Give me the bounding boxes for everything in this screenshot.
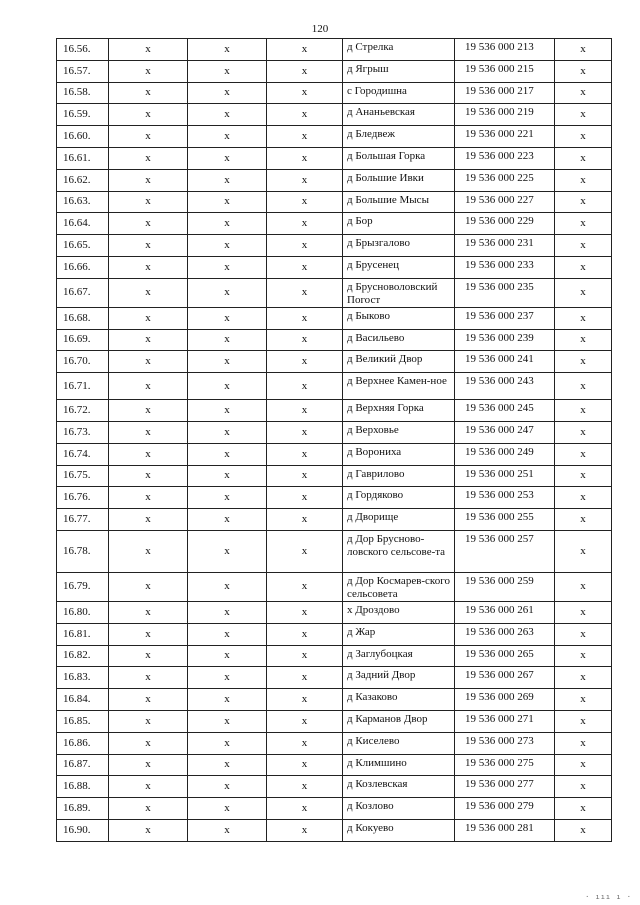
settlement-name-cell: д Жар	[343, 623, 455, 645]
settlement-name-cell: д Верховье	[343, 421, 455, 443]
table-row	[57, 509, 612, 531]
row-number-cell: 16.86.	[57, 732, 109, 754]
table-row	[57, 278, 612, 307]
mark-cell-1: х	[109, 819, 188, 841]
oktmo-code-cell: 19 536 000 259	[455, 572, 555, 601]
mark-cell-2: х	[188, 351, 267, 373]
mark-cell-1: х	[109, 351, 188, 373]
settlement-name-cell: д Ананьевская	[343, 104, 455, 126]
mark-cell-4: х	[555, 307, 612, 329]
table-body	[57, 39, 612, 842]
mark-cell-3: х	[267, 60, 343, 82]
table-row	[57, 307, 612, 329]
settlement-name-cell: д Ягрыш	[343, 60, 455, 82]
mark-cell-1: х	[109, 329, 188, 351]
mark-cell-1: х	[109, 126, 188, 148]
row-number-cell: 16.76.	[57, 487, 109, 509]
oktmo-code-cell: 19 536 000 233	[455, 256, 555, 278]
mark-cell-1: х	[109, 443, 188, 465]
oktmo-code-cell: 19 536 000 273	[455, 732, 555, 754]
mark-cell-3: х	[267, 82, 343, 104]
mark-cell-2: х	[188, 235, 267, 257]
mark-cell-1: х	[109, 307, 188, 329]
mark-cell-3: х	[267, 278, 343, 307]
oktmo-code-cell: 19 536 000 279	[455, 798, 555, 820]
table-row	[57, 667, 612, 689]
row-number-cell: 16.65.	[57, 235, 109, 257]
mark-cell-1: х	[109, 530, 188, 572]
table-row	[57, 421, 612, 443]
table-row	[57, 256, 612, 278]
settlement-name-cell: д Заглубоцкая	[343, 645, 455, 667]
row-number-cell: 16.90.	[57, 819, 109, 841]
mark-cell-2: х	[188, 689, 267, 711]
mark-cell-4: х	[555, 213, 612, 235]
table-row	[57, 82, 612, 104]
oktmo-code-cell: 19 536 000 255	[455, 509, 555, 531]
oktmo-code-cell: 19 536 000 213	[455, 39, 555, 61]
mark-cell-2: х	[188, 530, 267, 572]
mark-cell-4: х	[555, 373, 612, 400]
oktmo-code-cell: 19 536 000 261	[455, 601, 555, 623]
oktmo-code-cell: 19 536 000 277	[455, 776, 555, 798]
oktmo-code-cell: 19 536 000 247	[455, 421, 555, 443]
mark-cell-1: х	[109, 465, 188, 487]
mark-cell-2: х	[188, 623, 267, 645]
row-number-cell: 16.58.	[57, 82, 109, 104]
table-row	[57, 126, 612, 148]
mark-cell-4: х	[555, 421, 612, 443]
mark-cell-1: х	[109, 487, 188, 509]
mark-cell-4: х	[555, 754, 612, 776]
mark-cell-2: х	[188, 465, 267, 487]
row-number-cell: 16.72.	[57, 400, 109, 422]
settlement-name-cell: д Стрелка	[343, 39, 455, 61]
mark-cell-1: х	[109, 169, 188, 191]
mark-cell-3: х	[267, 351, 343, 373]
table-row	[57, 104, 612, 126]
mark-cell-3: х	[267, 487, 343, 509]
mark-cell-2: х	[188, 509, 267, 531]
row-number-cell: 16.85.	[57, 710, 109, 732]
oktmo-code-cell: 19 536 000 281	[455, 819, 555, 841]
settlement-name-cell: д Бруснoволовский Погост	[343, 278, 455, 307]
settlement-name-cell: д Дворище	[343, 509, 455, 531]
mark-cell-3: х	[267, 645, 343, 667]
mark-cell-2: х	[188, 732, 267, 754]
row-number-cell: 16.78.	[57, 530, 109, 572]
mark-cell-4: х	[555, 798, 612, 820]
mark-cell-2: х	[188, 147, 267, 169]
mark-cell-3: х	[267, 169, 343, 191]
mark-cell-3: х	[267, 104, 343, 126]
mark-cell-4: х	[555, 39, 612, 61]
mark-cell-1: х	[109, 256, 188, 278]
oktmo-code-cell: 19 536 000 227	[455, 191, 555, 213]
oktmo-code-cell: 19 536 000 253	[455, 487, 555, 509]
mark-cell-3: х	[267, 776, 343, 798]
mark-cell-4: х	[555, 400, 612, 422]
settlement-name-cell: д Козлевская	[343, 776, 455, 798]
mark-cell-2: х	[188, 443, 267, 465]
oktmo-code-cell: 19 536 000 219	[455, 104, 555, 126]
row-number-cell: 16.87.	[57, 754, 109, 776]
mark-cell-3: х	[267, 798, 343, 820]
table-row	[57, 572, 612, 601]
scan-marks: · ııı ı ·	[585, 893, 632, 901]
mark-cell-4: х	[555, 689, 612, 711]
mark-cell-4: х	[555, 530, 612, 572]
mark-cell-2: х	[188, 421, 267, 443]
table-row	[57, 710, 612, 732]
mark-cell-1: х	[109, 147, 188, 169]
oktmo-code-cell: 19 536 000 231	[455, 235, 555, 257]
row-number-cell: 16.68.	[57, 307, 109, 329]
mark-cell-1: х	[109, 601, 188, 623]
mark-cell-2: х	[188, 278, 267, 307]
mark-cell-4: х	[555, 256, 612, 278]
settlement-name-cell: д Брызгалово	[343, 235, 455, 257]
row-number-cell: 16.66.	[57, 256, 109, 278]
row-number-cell: 16.83.	[57, 667, 109, 689]
mark-cell-2: х	[188, 798, 267, 820]
table-row	[57, 147, 612, 169]
oktmo-code-cell: 19 536 000 257	[455, 530, 555, 572]
table-row	[57, 601, 612, 623]
settlement-name-cell: д Верхнее Камен-ное	[343, 373, 455, 400]
mark-cell-3: х	[267, 572, 343, 601]
settlement-name-cell: д Карманов Двор	[343, 710, 455, 732]
row-number-cell: 16.73.	[57, 421, 109, 443]
mark-cell-4: х	[555, 487, 612, 509]
mark-cell-4: х	[555, 645, 612, 667]
oktmo-code-cell: 19 536 000 235	[455, 278, 555, 307]
mark-cell-1: х	[109, 623, 188, 645]
mark-cell-4: х	[555, 235, 612, 257]
settlement-name-cell: д Киселево	[343, 732, 455, 754]
row-number-cell: 16.88.	[57, 776, 109, 798]
oktmo-code-cell: 19 536 000 243	[455, 373, 555, 400]
oktmo-code-cell: 19 536 000 237	[455, 307, 555, 329]
mark-cell-1: х	[109, 400, 188, 422]
mark-cell-3: х	[267, 710, 343, 732]
mark-cell-2: х	[188, 572, 267, 601]
mark-cell-1: х	[109, 373, 188, 400]
settlement-name-cell: д Кокуево	[343, 819, 455, 841]
settlement-name-cell: д Задний Двор	[343, 667, 455, 689]
settlement-name-cell: д Дор Космарев-ского сельсовета	[343, 572, 455, 601]
row-number-cell: 16.60.	[57, 126, 109, 148]
row-number-cell: 16.82.	[57, 645, 109, 667]
table-row	[57, 60, 612, 82]
mark-cell-3: х	[267, 191, 343, 213]
mark-cell-2: х	[188, 601, 267, 623]
settlement-name-cell: д Великий Двор	[343, 351, 455, 373]
mark-cell-3: х	[267, 307, 343, 329]
table-row	[57, 623, 612, 645]
settlement-name-cell: д Васильево	[343, 329, 455, 351]
mark-cell-2: х	[188, 819, 267, 841]
row-number-cell: 16.64.	[57, 213, 109, 235]
table-row	[57, 191, 612, 213]
settlement-name-cell: д Бледвеж	[343, 126, 455, 148]
settlement-name-cell: д Ворониха	[343, 443, 455, 465]
row-number-cell: 16.59.	[57, 104, 109, 126]
mark-cell-4: х	[555, 329, 612, 351]
mark-cell-1: х	[109, 82, 188, 104]
mark-cell-4: х	[555, 169, 612, 191]
mark-cell-4: х	[555, 443, 612, 465]
oktmo-code-cell: 19 536 000 229	[455, 213, 555, 235]
settlement-name-cell: д Гордяково	[343, 487, 455, 509]
mark-cell-3: х	[267, 732, 343, 754]
settlement-name-cell: д Климшино	[343, 754, 455, 776]
row-number-cell: 16.71.	[57, 373, 109, 400]
row-number-cell: 16.81.	[57, 623, 109, 645]
mark-cell-4: х	[555, 82, 612, 104]
mark-cell-3: х	[267, 509, 343, 531]
settlement-name-cell: д Козлово	[343, 798, 455, 820]
mark-cell-3: х	[267, 443, 343, 465]
mark-cell-2: х	[188, 776, 267, 798]
table-row	[57, 754, 612, 776]
mark-cell-4: х	[555, 572, 612, 601]
mark-cell-4: х	[555, 126, 612, 148]
mark-cell-1: х	[109, 60, 188, 82]
table-row	[57, 487, 612, 509]
mark-cell-3: х	[267, 39, 343, 61]
mark-cell-4: х	[555, 732, 612, 754]
mark-cell-4: х	[555, 351, 612, 373]
row-number-cell: 16.56.	[57, 39, 109, 61]
mark-cell-1: х	[109, 235, 188, 257]
row-number-cell: 16.67.	[57, 278, 109, 307]
mark-cell-3: х	[267, 213, 343, 235]
mark-cell-2: х	[188, 754, 267, 776]
oktmo-code-cell: 19 536 000 221	[455, 126, 555, 148]
oktmo-code-cell: 19 536 000 225	[455, 169, 555, 191]
oktmo-code-cell: 19 536 000 271	[455, 710, 555, 732]
mark-cell-2: х	[188, 191, 267, 213]
mark-cell-2: х	[188, 39, 267, 61]
mark-cell-3: х	[267, 256, 343, 278]
row-number-cell: 16.69.	[57, 329, 109, 351]
mark-cell-2: х	[188, 60, 267, 82]
row-number-cell: 16.57.	[57, 60, 109, 82]
mark-cell-1: х	[109, 39, 188, 61]
oktmo-code-cell: 19 536 000 251	[455, 465, 555, 487]
mark-cell-1: х	[109, 213, 188, 235]
mark-cell-1: х	[109, 732, 188, 754]
table-row	[57, 39, 612, 61]
settlement-name-cell: д Гаврилово	[343, 465, 455, 487]
mark-cell-2: х	[188, 213, 267, 235]
oktmo-code-cell: 19 536 000 245	[455, 400, 555, 422]
table-row	[57, 213, 612, 235]
mark-cell-2: х	[188, 329, 267, 351]
oktmo-code-cell: 19 536 000 275	[455, 754, 555, 776]
settlement-name-cell: д Большие Мысы	[343, 191, 455, 213]
mark-cell-1: х	[109, 421, 188, 443]
settlement-name-cell: х Дроздово	[343, 601, 455, 623]
mark-cell-3: х	[267, 373, 343, 400]
mark-cell-1: х	[109, 689, 188, 711]
oktmo-code-cell: 19 536 000 267	[455, 667, 555, 689]
settlement-name-cell: д Большая Горка	[343, 147, 455, 169]
mark-cell-2: х	[188, 169, 267, 191]
mark-cell-4: х	[555, 60, 612, 82]
mark-cell-4: х	[555, 509, 612, 531]
oktmo-code-cell: 19 536 000 249	[455, 443, 555, 465]
table-row	[57, 443, 612, 465]
row-number-cell: 16.63.	[57, 191, 109, 213]
mark-cell-3: х	[267, 689, 343, 711]
mark-cell-2: х	[188, 104, 267, 126]
mark-cell-3: х	[267, 126, 343, 148]
mark-cell-1: х	[109, 572, 188, 601]
table-row	[57, 798, 612, 820]
mark-cell-2: х	[188, 710, 267, 732]
mark-cell-3: х	[267, 421, 343, 443]
mark-cell-3: х	[267, 819, 343, 841]
mark-cell-4: х	[555, 623, 612, 645]
table-row	[57, 373, 612, 400]
mark-cell-3: х	[267, 754, 343, 776]
mark-cell-3: х	[267, 329, 343, 351]
mark-cell-3: х	[267, 147, 343, 169]
row-number-cell: 16.77.	[57, 509, 109, 531]
row-number-cell: 16.89.	[57, 798, 109, 820]
mark-cell-2: х	[188, 82, 267, 104]
mark-cell-4: х	[555, 465, 612, 487]
oktmo-code-cell: 19 536 000 269	[455, 689, 555, 711]
table-row	[57, 689, 612, 711]
table-row	[57, 400, 612, 422]
mark-cell-2: х	[188, 645, 267, 667]
settlements-table	[56, 38, 612, 842]
mark-cell-1: х	[109, 776, 188, 798]
table-row	[57, 351, 612, 373]
page-number: 120	[311, 23, 329, 35]
mark-cell-3: х	[267, 667, 343, 689]
mark-cell-2: х	[188, 667, 267, 689]
table-row	[57, 465, 612, 487]
table-row	[57, 235, 612, 257]
oktmo-code-cell: 19 536 000 265	[455, 645, 555, 667]
table-row	[57, 732, 612, 754]
table-row	[57, 645, 612, 667]
settlement-name-cell: д Дор Брусново-ловского сельсове-та	[343, 530, 455, 572]
table-row	[57, 776, 612, 798]
mark-cell-1: х	[109, 191, 188, 213]
mark-cell-1: х	[109, 509, 188, 531]
mark-cell-2: х	[188, 307, 267, 329]
mark-cell-1: х	[109, 645, 188, 667]
mark-cell-4: х	[555, 147, 612, 169]
settlement-name-cell: д Большие Ивки	[343, 169, 455, 191]
mark-cell-3: х	[267, 235, 343, 257]
mark-cell-1: х	[109, 667, 188, 689]
mark-cell-2: х	[188, 256, 267, 278]
row-number-cell: 16.61.	[57, 147, 109, 169]
settlement-name-cell: д Верхняя Горка	[343, 400, 455, 422]
mark-cell-4: х	[555, 776, 612, 798]
mark-cell-4: х	[555, 104, 612, 126]
mark-cell-4: х	[555, 819, 612, 841]
mark-cell-3: х	[267, 530, 343, 572]
mark-cell-1: х	[109, 754, 188, 776]
row-number-cell: 16.80.	[57, 601, 109, 623]
oktmo-code-cell: 19 536 000 263	[455, 623, 555, 645]
oktmo-code-cell: 19 536 000 241	[455, 351, 555, 373]
oktmo-code-cell: 19 536 000 239	[455, 329, 555, 351]
mark-cell-3: х	[267, 400, 343, 422]
mark-cell-4: х	[555, 710, 612, 732]
mark-cell-2: х	[188, 126, 267, 148]
settlement-name-cell: д Бор	[343, 213, 455, 235]
mark-cell-4: х	[555, 667, 612, 689]
mark-cell-1: х	[109, 278, 188, 307]
row-number-cell: 16.75.	[57, 465, 109, 487]
oktmo-code-cell: 19 536 000 215	[455, 60, 555, 82]
mark-cell-1: х	[109, 710, 188, 732]
table-row	[57, 169, 612, 191]
mark-cell-3: х	[267, 601, 343, 623]
mark-cell-2: х	[188, 400, 267, 422]
mark-cell-3: х	[267, 465, 343, 487]
row-number-cell: 16.79.	[57, 572, 109, 601]
mark-cell-3: х	[267, 623, 343, 645]
table-row	[57, 530, 612, 572]
settlement-name-cell: д Брусенец	[343, 256, 455, 278]
settlement-name-cell: д Быково	[343, 307, 455, 329]
mark-cell-1: х	[109, 104, 188, 126]
mark-cell-4: х	[555, 278, 612, 307]
mark-cell-2: х	[188, 373, 267, 400]
settlement-name-cell: д Казаково	[343, 689, 455, 711]
row-number-cell: 16.62.	[57, 169, 109, 191]
mark-cell-4: х	[555, 191, 612, 213]
table-row	[57, 819, 612, 841]
settlement-name-cell: с Городишна	[343, 82, 455, 104]
oktmo-code-cell: 19 536 000 223	[455, 147, 555, 169]
row-number-cell: 16.74.	[57, 443, 109, 465]
mark-cell-1: х	[109, 798, 188, 820]
oktmo-code-cell: 19 536 000 217	[455, 82, 555, 104]
row-number-cell: 16.70.	[57, 351, 109, 373]
mark-cell-4: х	[555, 601, 612, 623]
table-row	[57, 329, 612, 351]
row-number-cell: 16.84.	[57, 689, 109, 711]
mark-cell-2: х	[188, 487, 267, 509]
